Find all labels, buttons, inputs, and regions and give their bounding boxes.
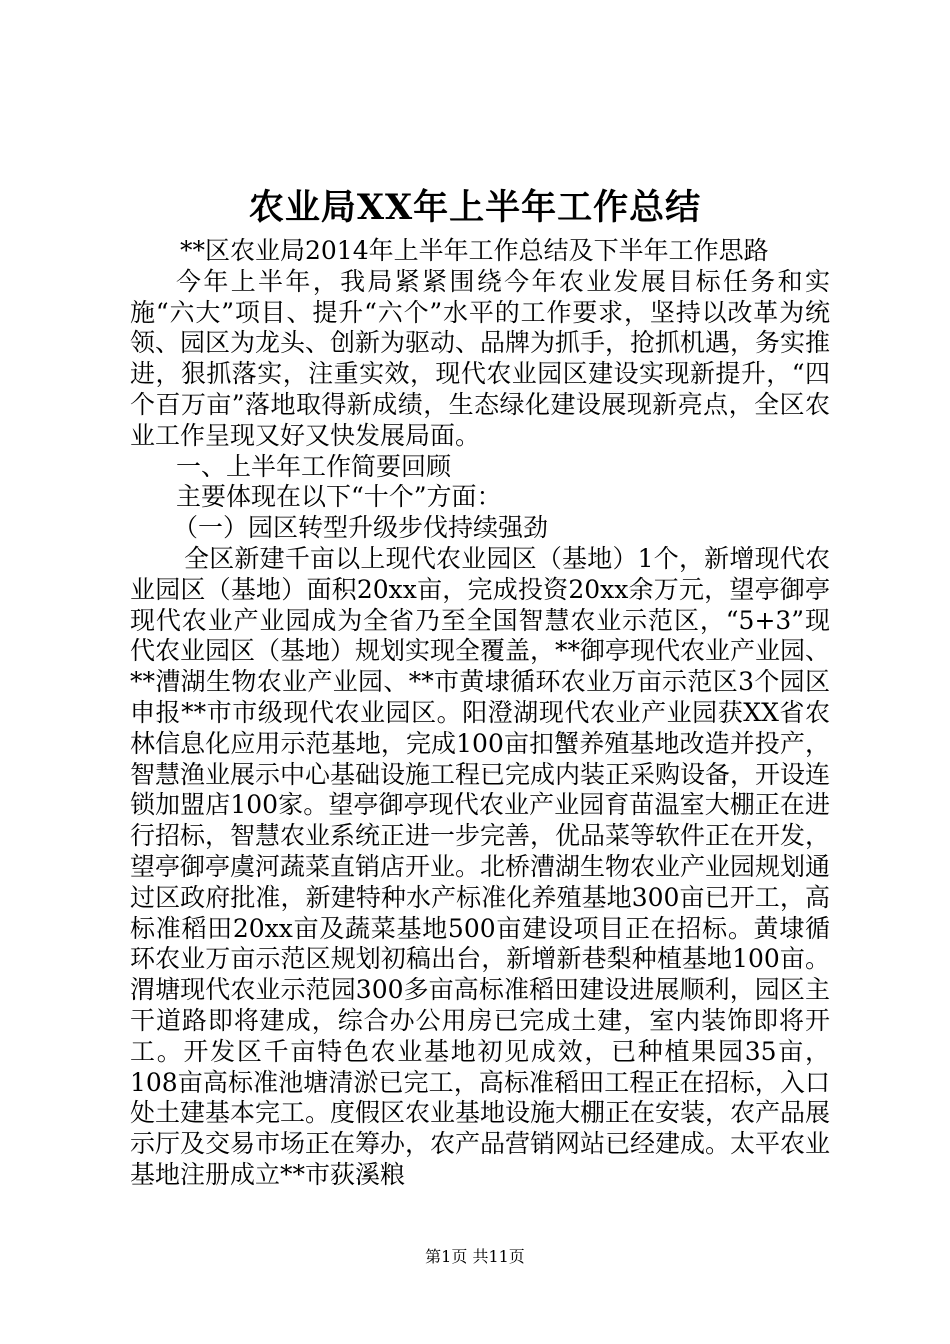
section-lead: 主要体现在以下“十个”方面： bbox=[176, 482, 502, 512]
document-subtitle: **区农业局2014年上半年工作总结及下半年工作思路 bbox=[180, 236, 769, 265]
sub-heading: （一）园区转型升级步伐持续强劲 bbox=[173, 513, 549, 543]
intro-paragraph: 今年上半年，我局紧紧围绕今年农业发展目标任务和实施“六大”项目、提升“六个”水平的工作要求，坚持以改革为统领、园区为龙头、创新为驱动、品牌为抓手，抢抓机遇，务实推进，狠抓落实，注重实效，现代农业园区建设实现新提升，“四个百万亩”落地取得新成绩，生态绿化建设展现新亮点，全区农业工作呈现又好又快发展局面。 bbox=[130, 266, 831, 450]
page-number-footer: 第1页 共11页 bbox=[425, 1247, 525, 1266]
section-heading: 一、上半年工作简要回顾 bbox=[176, 451, 452, 481]
body-paragraph: 全区新建千亩以上现代农业园区（基地）1个，新增现代农业园区（基地）面积20xx亩，完成投资20xx余万元，望亭御亭现代农业产业园成为全省乃至全国智慧农业示范区，“5+3”现代农业园区（基地）规划实现全覆盖，**御亭现代农业产业园、**漕湖生物农业产业园、**市黄埭循环农业万亩示范区3个园区申报**市市级现代农业园区。阳澄湖现代农业产业园获XX省农林信息化应用示范基地，完成100亩扣蟹养殖基地改造并投产，智慧渔业展示中心基础设施工程已完成内装正采购设备，开设连锁加盟店100家。望亭御亭现代农业产业园育苗温室大棚正在进行招标，智慧农业系统正进一步完善，优品菜等软件正在开发，望亭御亭虞河蔬菜直销店开业。北桥漕湖生物农业产业园规划通过区政府批准，新建特种水产标准化养殖基地300亩已开工，高标准稻田20xx亩及蔬菜基地500亩建设项目正在招标。黄埭循环农业万亩示范区规划初稿出台，新增新巷梨种植基地100亩。渭塘现代农业示范园300多亩高标准稻田建设进展顺利，园区主干道路即将建成，综合办公用房已完成土建，室内装饰即将开工。开发区千亩特色农业基地初见成效，已种植果园35亩，108亩高标准池塘清淤已完工，高标准稻田工程正在招标，入口处土建基本完工。度假区农业基地设施大棚正在安装，农产品展示厅及交易市场正在筹办，农产品营销网站已经建成。太平农业基地注册成立**市荻溪粮 bbox=[130, 543, 831, 1189]
document-title: 农业局XX年上半年工作总结 bbox=[248, 187, 702, 228]
document-body bbox=[130, 236, 830, 1191]
